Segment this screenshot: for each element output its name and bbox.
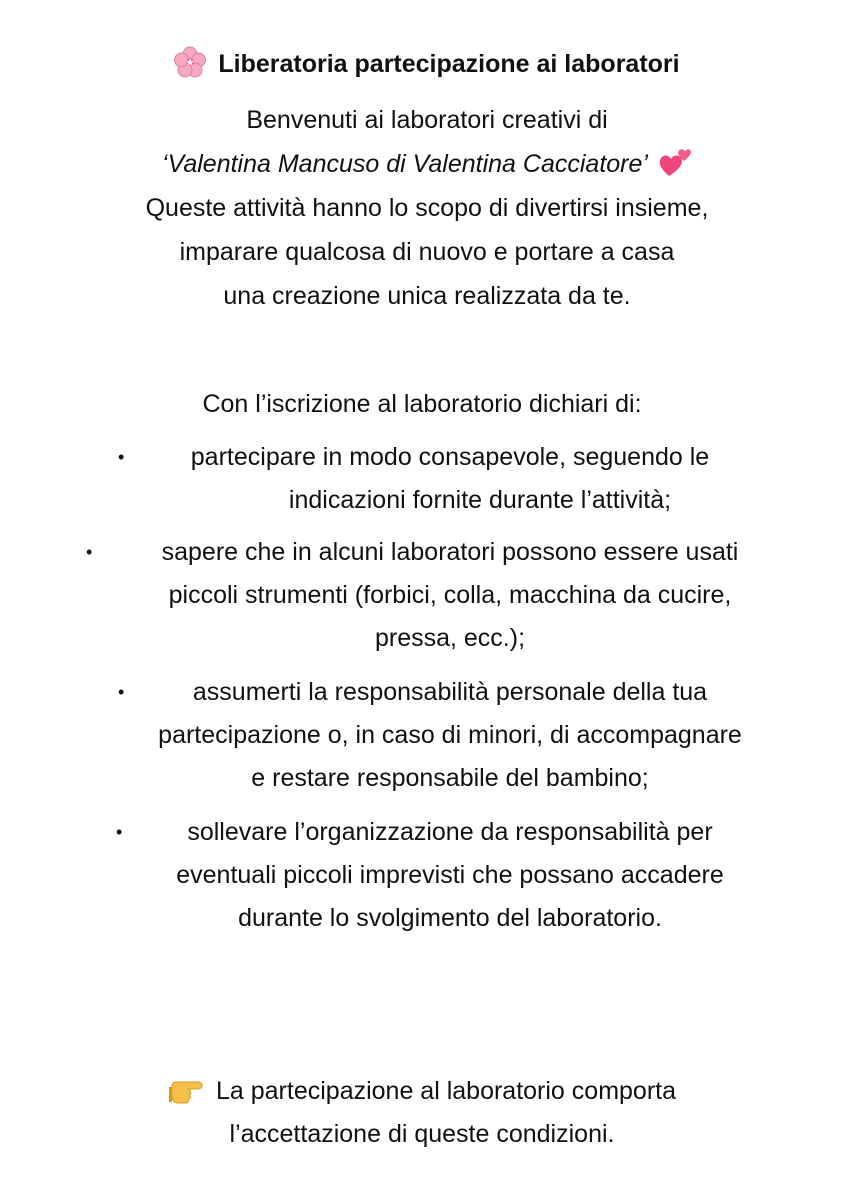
acceptance-text-1: La partecipazione al laboratorio comporta [216,1077,676,1105]
intro-line-5: una creazione unica realizzata da te. [223,282,631,310]
intro-line-3: Queste attività hanno lo scopo di divertirsi insieme, [145,194,709,222]
title-text: Liberatoria partecipazione ai laboratori [218,50,680,78]
bullet: • [118,447,125,467]
declaration-item-line: sapere che in alcuni laboratori possono essere usati [161,538,739,566]
bullet: • [116,822,123,842]
declaration-item [86,531,800,660]
declaration-item-line: piccoli strumenti (forbici, colla, macchina da cucire, [168,581,732,609]
declaration-heading: Con l’iscrizione al laboratorio dichiari di: [202,390,642,418]
acceptance-note [0,1070,844,1156]
declaration-item [118,436,770,522]
declaration-item [100,811,800,940]
declaration-item-line: e restare responsabile del bambino; [251,764,649,792]
intro-paragraph [0,98,854,318]
declaration-item-line: assumerti la responsabilità personale della tua [192,678,708,706]
two-hearts-icon [658,146,692,178]
declaration-item-line: sollevare l’organizzazione da responsabilità per [187,818,713,846]
intro-line-2 [0,142,854,186]
intro-line-1: Benvenuti ai laboratori creativi di [246,106,608,134]
pointing-hand-icon [168,1075,204,1105]
bullet: • [86,542,93,562]
declaration-item-line: eventuali piccoli imprevisti che possano accadere [176,861,724,889]
page-title [0,44,854,84]
cherry-blossom-icon [174,46,206,78]
declaration-item-line: indicazioni fornite durante l’attività; [288,486,672,514]
brand-name: ‘Valentina Mancuso di Valentina Cacciatore’ [162,150,648,178]
declaration-item [100,671,800,800]
declaration-item-line: partecipazione o, in caso di minori, di accompagnare [158,721,742,749]
bullet: • [118,682,125,702]
acceptance-line-1 [0,1070,844,1113]
declaration-item-line: partecipare in modo consapevole, seguendo le [190,443,710,471]
intro-line-4: imparare qualcosa di nuovo e portare a casa [179,238,675,266]
acceptance-line-2: l’accettazione di queste condizioni. [229,1120,615,1148]
declaration-item-line: pressa, ecc.); [374,624,526,652]
declaration-item-line: durante lo svolgimento del laboratorio. [238,904,662,932]
